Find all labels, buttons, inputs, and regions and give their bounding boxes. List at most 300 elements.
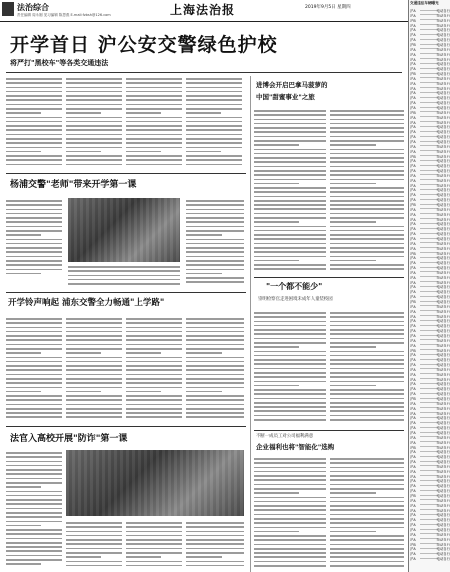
row-leader (420, 475, 438, 476)
plate-prefix: 沪A (410, 149, 416, 154)
vehicle-type: 电动自行 (436, 338, 450, 343)
row-leader (420, 514, 438, 515)
row-leader (420, 354, 438, 355)
plate-prefix: 沪A (410, 125, 416, 129)
vehicle-type: 电动自行 (436, 217, 450, 222)
plate-prefix: 沪A (410, 319, 416, 323)
row-leader (420, 39, 438, 40)
vehicle-type: 电动自行 (436, 542, 450, 547)
row-leader (420, 446, 438, 447)
plate-prefix: 沪A (410, 547, 416, 551)
plate-prefix: 沪A (410, 557, 416, 561)
plate-prefix: 沪A (410, 295, 416, 299)
row-leader (420, 165, 438, 166)
lead-body-col-3 (126, 78, 182, 170)
welfare-title: 企业福利也将"智能化"选购 (256, 443, 335, 451)
plate-prefix: 沪A (410, 314, 416, 319)
row-leader (420, 548, 438, 549)
vehicle-type: 电动自行 (436, 426, 450, 430)
plate-prefix: 沪A (410, 159, 416, 163)
plate-prefix: 沪A (410, 256, 416, 260)
row-leader (420, 204, 438, 205)
row-leader (420, 373, 438, 374)
plate-prefix: 沪A (410, 309, 416, 314)
row-leader (420, 233, 438, 234)
row-leader (420, 252, 438, 253)
row-leader (420, 141, 438, 142)
vehicle-type: 电动自行 (436, 552, 450, 556)
lead-body-col-2 (66, 78, 122, 170)
row-leader (420, 174, 438, 175)
plate-prefix: 沪A (410, 518, 416, 522)
vehicle-type: 电动自行 (436, 382, 450, 387)
plate-prefix: 沪A (410, 489, 416, 493)
plate-prefix: 沪A (410, 275, 416, 280)
row-leader (420, 533, 438, 534)
plate-prefix: 沪A (410, 120, 416, 125)
pudong-title: 开学铃声响起 浦东交警全力畅通"上学路" (8, 298, 165, 308)
plate-prefix: 沪A (410, 144, 416, 149)
row-leader (420, 170, 438, 171)
row-leader (420, 286, 438, 287)
vehicle-type: 电动自行 (436, 67, 450, 71)
plate-prefix: 沪A (410, 532, 416, 537)
row-leader (420, 296, 438, 297)
vehicle-type: 电动自行 (436, 295, 450, 299)
row-leader (420, 330, 438, 331)
fangzha-body-col-4 (186, 522, 244, 570)
row-leader (420, 184, 438, 185)
vehicle-type: 电动自行 (436, 261, 450, 265)
vehicle-type: 电动自行 (436, 518, 450, 522)
row-leader (420, 92, 438, 93)
row-leader (420, 34, 438, 35)
row-leader (420, 44, 438, 45)
row-leader (420, 393, 438, 394)
plate-prefix: 沪A (410, 173, 416, 178)
row-leader (420, 378, 438, 379)
issue-date: 2019年9月5日 星期四 (305, 5, 351, 10)
vehicle-type: 电动自行 (436, 367, 450, 372)
row-leader (420, 412, 438, 413)
plate-prefix: 沪A (410, 474, 416, 479)
vehicle-type: 电动自行 (436, 33, 450, 37)
vehicle-type: 电动自行 (436, 18, 450, 23)
vehicle-type: 电动自行 (436, 329, 450, 333)
vehicle-type: 电动自行 (436, 363, 450, 367)
vehicle-type: 电动自行 (436, 183, 450, 188)
vehicle-type: 电动自行 (436, 222, 450, 226)
vehicle-type: 电动自行 (436, 290, 450, 294)
plate-prefix: 沪A (410, 479, 416, 484)
vehicle-type: 电动自行 (436, 489, 450, 493)
pineapple-body-col-2 (330, 110, 404, 274)
row-leader (420, 179, 438, 180)
vehicle-type: 电动自行 (436, 96, 450, 100)
row-leader (420, 451, 438, 452)
vehicle-type: 电动自行 (436, 358, 450, 362)
vehicle-type: 电动自行 (436, 246, 450, 251)
vehicle-type: 电动自行 (436, 13, 450, 18)
row-leader (420, 538, 438, 539)
vehicle-type: 电动自行 (436, 159, 450, 163)
plate-prefix: 沪A (410, 484, 416, 488)
plate-prefix: 沪A (410, 76, 416, 81)
row-leader (420, 441, 438, 442)
vehicle-type: 电动自行 (436, 203, 450, 207)
header-rule (0, 21, 408, 22)
row-leader (420, 339, 438, 340)
row-leader (420, 504, 438, 505)
row-leader (420, 315, 438, 316)
plate-prefix: 沪A (410, 324, 416, 328)
plate-prefix: 沪B (410, 397, 416, 401)
vehicle-type: 电动自行 (436, 537, 450, 542)
plate-prefix: 沪A (410, 86, 416, 91)
vehicle-type: 电动自行 (436, 139, 450, 144)
row-leader (420, 257, 438, 258)
plate-prefix: 沪A (410, 81, 416, 86)
row-leader (420, 422, 438, 423)
row-leader (420, 499, 438, 500)
plate-prefix: 沪A (410, 416, 416, 420)
plate-prefix: 沪A (410, 343, 416, 348)
row-leader (420, 485, 438, 486)
plate-prefix: 沪A (410, 23, 416, 28)
plate-prefix: 沪A (410, 498, 416, 503)
plate-prefix: 沪A (410, 217, 416, 222)
plate-prefix: 沪A (410, 372, 416, 377)
row-leader (420, 48, 438, 49)
row-leader (420, 189, 438, 190)
row-leader (420, 364, 438, 365)
plate-prefix: 沪A (410, 261, 416, 265)
row-leader (420, 344, 438, 345)
vehicle-type: 电动自行 (436, 207, 450, 212)
vehicle-type: 电动自行 (436, 280, 450, 285)
vehicle-type: 电动自行 (436, 333, 450, 338)
row-leader (420, 349, 438, 350)
row-leader (420, 456, 438, 457)
plate-prefix: 沪A (410, 13, 416, 18)
vehicle-type: 电动自行 (436, 440, 450, 445)
row-leader (420, 543, 438, 544)
plate-prefix: 沪B (410, 154, 416, 159)
row-leader (420, 509, 438, 510)
row-leader (420, 301, 438, 302)
vehicle-type: 电动自行 (436, 309, 450, 314)
vehicle-type: 电动自行 (436, 474, 450, 479)
vehicle-type: 电动自行 (436, 106, 450, 110)
vehicle-type: 电动自行 (436, 251, 450, 256)
row-leader (420, 398, 438, 399)
row-leader (420, 320, 438, 321)
vehicle-type: 电动自行 (436, 173, 450, 178)
plate-prefix: 沪A (410, 47, 416, 52)
row-leader (420, 480, 438, 481)
plate-prefix: 沪B (410, 445, 416, 450)
plate-prefix: 沪A (410, 169, 416, 173)
vehicle-type: 电动自行 (436, 401, 450, 406)
plate-prefix: 沪A (410, 333, 416, 338)
vehicle-type: 电动自行 (436, 164, 450, 168)
vehicle-type: 电动自行 (436, 479, 450, 484)
fangzha-title: 法官入高校开展"防诈"第一课 (10, 434, 128, 444)
row-leader (420, 383, 438, 384)
vehicle-type: 电动自行 (436, 115, 450, 120)
plate-prefix: 沪A (410, 464, 416, 469)
plate-prefix: 沪A (410, 523, 416, 527)
plate-prefix: 沪A (410, 338, 416, 343)
yangpu-body-col-3 (186, 200, 244, 288)
vehicle-type: 电动自行 (436, 348, 450, 353)
plate-prefix: 沪A (410, 363, 416, 367)
row-leader (420, 417, 438, 418)
pineapple-title: 进博会开启巴拿马菠萝的 (256, 81, 328, 89)
pineapple-subtitle: 中国"甜蜜事业"之旅 (256, 93, 315, 101)
plate-prefix: 沪A (410, 28, 416, 32)
plate-prefix: 沪A (410, 139, 416, 144)
plate-prefix: 沪A (410, 460, 416, 464)
pudong-body-col-4 (186, 318, 244, 422)
row-leader (420, 436, 438, 437)
vehicle-type: 电动自行 (436, 81, 450, 86)
plate-prefix: 沪A (410, 552, 416, 556)
vehicle-type: 电动自行 (436, 120, 450, 125)
vehicle-type: 电动自行 (436, 52, 450, 57)
row-leader (420, 194, 438, 195)
row-leader (420, 368, 438, 369)
plate-prefix: 沪A (410, 96, 416, 100)
row-leader (420, 281, 438, 282)
row-leader (420, 242, 438, 243)
row-leader (420, 19, 438, 20)
plate-prefix: 沪A (410, 392, 416, 396)
vehicle-type: 电动自行 (436, 484, 450, 488)
vehicle-type: 电动自行 (436, 42, 450, 47)
plate-prefix: 沪A (410, 421, 416, 425)
row-leader (420, 228, 438, 229)
oneless-title: "一个都不能少" (266, 282, 323, 291)
vehicle-type: 电动自行 (436, 188, 450, 193)
plate-prefix: 沪A (410, 106, 416, 110)
plate-prefix: 沪A (410, 246, 416, 251)
row-leader (420, 310, 438, 311)
fangzha-body-col-1 (6, 452, 62, 570)
plate-prefix: 沪A (410, 33, 416, 37)
lead-subhead: 将严打"黑校车"等各类交通违法 (10, 59, 109, 67)
row-leader (420, 111, 438, 112)
vehicle-type: 电动自行 (436, 503, 450, 508)
plate-prefix: 沪A (410, 270, 416, 275)
section-name: 法治综合 (17, 3, 49, 12)
vehicle-type: 电动自行 (436, 193, 450, 197)
vehicle-type: 电动自行 (436, 135, 450, 139)
vehicle-type: 电动自行 (436, 256, 450, 260)
plate-prefix: 沪B (410, 18, 416, 23)
plate-prefix: 沪A (410, 382, 416, 387)
plate-prefix: 沪A (410, 426, 416, 430)
row-leader (420, 145, 438, 146)
violations-sidebar (408, 0, 450, 572)
plate-prefix: 沪A (410, 503, 416, 508)
editor-credits: 责任编辑 周永刚 见习编辑 陈思燕 E-mail:fzbsh@126.com (17, 13, 111, 17)
plate-prefix: 沪A (410, 212, 416, 217)
plate-prefix: 沪A (410, 62, 416, 66)
vehicle-type: 电动自行 (436, 241, 450, 246)
plate-prefix: 沪A (410, 222, 416, 226)
plate-prefix: 沪A (410, 285, 416, 290)
row-leader (420, 82, 438, 83)
row-leader (420, 402, 438, 403)
pineapple-body-col-1 (254, 110, 326, 274)
welfare-kicker: 不断一成员工对公司福利满意 (256, 434, 314, 439)
oneless-subtitle: 崇明检察官走进困境未成年人童装校园 (258, 297, 333, 302)
row-leader (420, 359, 438, 360)
vehicle-type: 电动自行 (436, 144, 450, 149)
row-leader (420, 68, 438, 69)
vehicle-type: 电动自行 (436, 508, 450, 513)
row-leader (420, 77, 438, 78)
lead-rule (6, 72, 402, 73)
row-leader (420, 126, 438, 127)
row-leader (420, 432, 438, 433)
oneless-body-col-2 (330, 312, 404, 426)
plate-prefix: 沪B (410, 300, 416, 304)
vehicle-type: 电动自行 (436, 513, 450, 517)
row-leader (420, 325, 438, 326)
plate-prefix: 沪A (410, 290, 416, 294)
vehicle-type: 电动自行 (436, 523, 450, 527)
row-leader (420, 238, 438, 239)
plate-prefix: 沪A (410, 537, 416, 542)
row-leader (420, 262, 438, 263)
plate-prefix: 沪B (410, 42, 416, 47)
lead-headline: 开学首日 沪公安交警绿色护校 (10, 34, 278, 56)
column-divider (250, 76, 251, 572)
vehicle-type: 电动自行 (436, 212, 450, 217)
row-leader (420, 490, 438, 491)
row-leader (420, 461, 438, 462)
welfare-body-col-2 (330, 458, 404, 570)
vehicle-type: 电动自行 (436, 300, 450, 304)
plate-prefix: 沪A (410, 430, 416, 435)
row-leader (420, 136, 438, 137)
vehicle-type: 电动自行 (436, 406, 450, 411)
vehicle-type: 电动自行 (436, 392, 450, 396)
plate-prefix: 沪A (410, 367, 416, 372)
plate-prefix: 沪A (410, 527, 416, 532)
vehicle-type: 电动自行 (436, 23, 450, 28)
oneless-body-col-1 (254, 312, 326, 426)
row-leader (420, 407, 438, 408)
plate-prefix: 沪A (410, 387, 416, 391)
row-leader (420, 553, 438, 554)
plate-prefix: 沪A (410, 455, 416, 459)
vehicle-type: 电动自行 (436, 450, 450, 454)
welfare-rule (254, 430, 404, 431)
plate-prefix: 沪A (410, 67, 416, 71)
vehicle-type: 电动自行 (436, 532, 450, 537)
vehicle-type: 电动自行 (436, 91, 450, 96)
vehicle-type: 电动自行 (436, 154, 450, 159)
vehicle-type: 电动自行 (436, 72, 450, 76)
plate-prefix: 沪A (410, 353, 416, 357)
row-leader (420, 14, 438, 15)
vehicle-type: 电动自行 (436, 110, 450, 115)
row-leader (420, 276, 438, 277)
vehicle-type: 电动自行 (436, 198, 450, 202)
vehicle-type: 电动自行 (436, 411, 450, 416)
row-leader (420, 160, 438, 161)
vehicle-type: 电动自行 (436, 38, 450, 42)
row-leader (420, 470, 438, 471)
vehicle-type: 电动自行 (436, 469, 450, 474)
sidebar-title: 交通违法车辆曝光 (410, 1, 439, 5)
plate-prefix: 沪A (410, 115, 416, 120)
yangpu-caption (68, 266, 180, 288)
plate-prefix: 沪B (410, 72, 416, 76)
plate-prefix: 沪A (410, 508, 416, 513)
row-leader (420, 107, 438, 108)
vehicle-type: 电动自行 (436, 464, 450, 469)
vehicle-type: 电动自行 (436, 232, 450, 236)
plate-prefix: 沪A (410, 9, 416, 13)
plate-prefix: 沪B (410, 110, 416, 115)
vehicle-type: 电动自行 (436, 445, 450, 450)
vehicle-type: 电动自行 (436, 178, 450, 183)
row-leader (420, 63, 438, 64)
row-leader (420, 97, 438, 98)
row-leader (420, 155, 438, 156)
row-leader (420, 388, 438, 389)
plate-prefix: 沪A (410, 188, 416, 193)
row-leader (420, 208, 438, 209)
pudong-body-col-2 (66, 318, 122, 422)
plate-prefix: 沪B (410, 251, 416, 256)
plate-prefix: 沪A (410, 411, 416, 416)
vehicle-type: 电动自行 (436, 372, 450, 377)
row-leader (420, 29, 438, 30)
plate-prefix: 沪A (410, 377, 416, 382)
row-leader (420, 131, 438, 132)
vehicle-type: 电动自行 (436, 494, 450, 498)
vehicle-type: 电动自行 (436, 47, 450, 52)
plate-prefix: 沪A (410, 164, 416, 168)
vehicle-type: 电动自行 (436, 455, 450, 459)
vehicle-type: 电动自行 (436, 270, 450, 275)
row-leader (420, 213, 438, 214)
vehicle-type: 电动自行 (436, 319, 450, 323)
plate-prefix: 沪A (410, 358, 416, 362)
welfare-body-col-1 (254, 458, 326, 570)
plate-prefix: 沪A (410, 469, 416, 474)
row-leader (420, 58, 438, 59)
vehicle-type: 电动自行 (436, 324, 450, 328)
plate-prefix: 沪A (410, 193, 416, 197)
fangzha-rule (6, 426, 246, 427)
row-leader (420, 121, 438, 122)
vehicle-type: 电动自行 (436, 266, 450, 270)
vehicle-type: 电动自行 (436, 304, 450, 309)
vehicle-type: 电动自行 (436, 527, 450, 532)
vehicle-type: 电动自行 (436, 236, 450, 241)
row-leader (420, 519, 438, 520)
fangzha-body-col-2 (66, 522, 122, 570)
oneless-rule (254, 277, 404, 278)
vehicle-type: 电动自行 (436, 460, 450, 464)
vehicle-type: 电动自行 (436, 275, 450, 280)
